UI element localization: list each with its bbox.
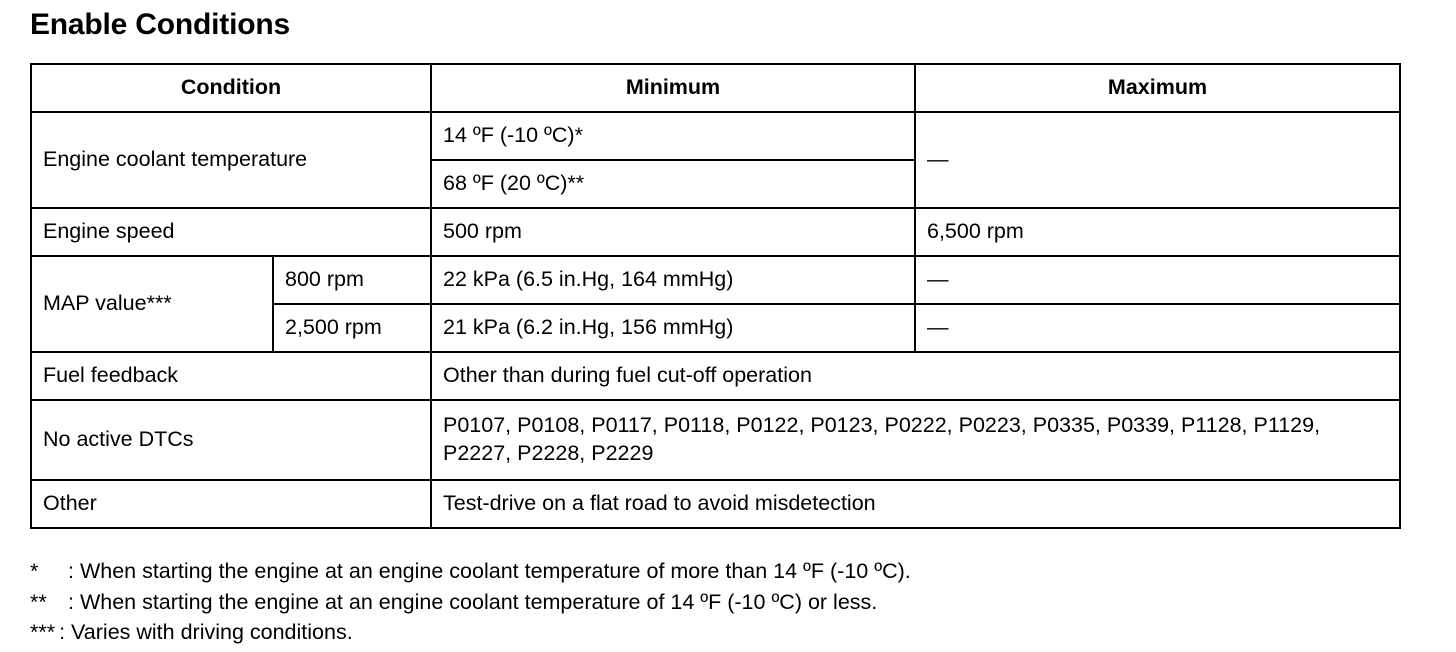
dtcs-label: No active DTCs xyxy=(31,400,431,480)
footnote-mark: ** xyxy=(30,589,47,614)
fuel-value: Other than during fuel cut-off operation xyxy=(431,352,1400,400)
speed-min: 500 rpm xyxy=(431,208,915,256)
footnote xyxy=(30,587,911,618)
footnote-text: : When starting the engine at an engine coolant temperature of 14 ºF (-10 ºC) or less. xyxy=(68,589,878,614)
fuel-label: Fuel feedback xyxy=(31,352,431,400)
footnote-mark: *** xyxy=(30,620,56,644)
other-label: Other xyxy=(31,480,431,528)
map-rpm-1: 800 rpm xyxy=(273,256,431,304)
dtcs-value: P0107, P0108, P0117, P0118, P0122, P0123, P0222, P0223, P0335, P0339, P1128, P1129, P2227, P2228, P2229 xyxy=(431,400,1400,480)
header-maximum: Maximum xyxy=(915,64,1400,112)
footnote-text: : When starting the engine at an engine coolant temperature of more than 14 ºF (-10 ºC). xyxy=(68,559,911,583)
footnotes xyxy=(30,556,911,648)
map-label: MAP value*** xyxy=(31,256,273,352)
coolant-max: — xyxy=(915,112,1400,208)
table-row xyxy=(31,480,1400,528)
table-row xyxy=(31,256,1400,304)
header-row xyxy=(31,64,1400,112)
table-row xyxy=(31,208,1400,256)
map-max-2: — xyxy=(915,304,1400,352)
footnote xyxy=(30,617,911,648)
coolant-label: Engine coolant temperature xyxy=(31,112,431,208)
speed-max: 6,500 rpm xyxy=(915,208,1400,256)
coolant-min-1: 14 ºF (-10 ºC)* xyxy=(431,112,915,160)
map-min-2: 21 kPa (6.2 in.Hg, 156 mmHg) xyxy=(431,304,915,352)
header-condition: Condition xyxy=(31,64,431,112)
footnote-text: : Varies with driving conditions. xyxy=(59,620,353,644)
coolant-min-2: 68 ºF (20 ºC)** xyxy=(431,160,915,208)
map-min-1: 22 kPa (6.5 in.Hg, 164 mmHg) xyxy=(431,256,915,304)
map-rpm-2: 2,500 rpm xyxy=(273,304,431,352)
enable-conditions-table xyxy=(30,63,1401,529)
table-row xyxy=(31,112,1400,160)
header-minimum: Minimum xyxy=(431,64,915,112)
table-row xyxy=(31,352,1400,400)
footnote xyxy=(30,556,911,587)
page-title: Enable Conditions xyxy=(30,8,290,41)
other-value: Test-drive on a flat road to avoid misdetection xyxy=(431,480,1400,528)
map-max-1: — xyxy=(915,256,1400,304)
footnote-mark: * xyxy=(30,559,39,583)
table-row xyxy=(31,400,1400,480)
speed-label: Engine speed xyxy=(31,208,431,256)
